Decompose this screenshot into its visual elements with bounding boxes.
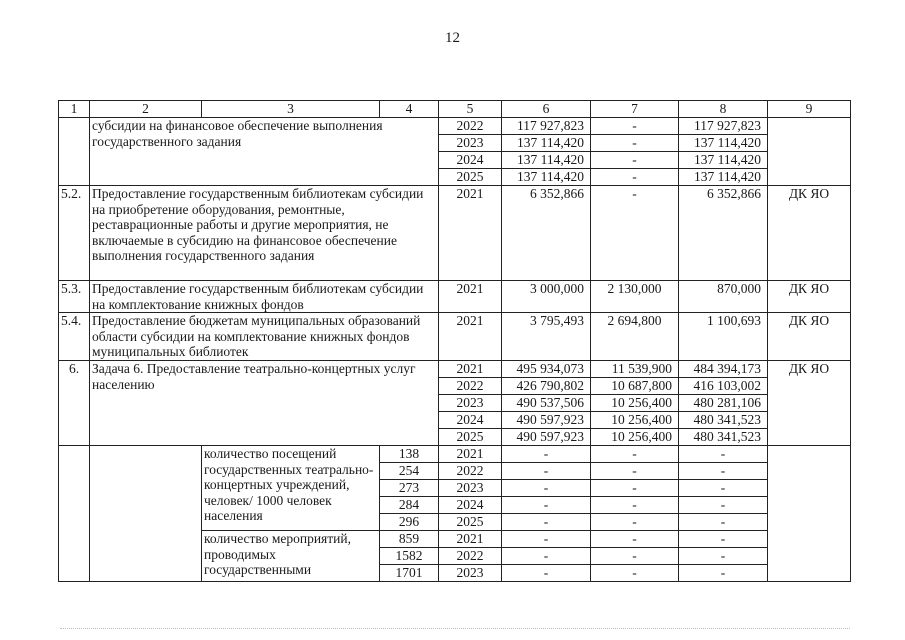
table-row — [59, 361, 851, 378]
year-cell: 2024 — [439, 412, 502, 429]
total-cell: 490 537,506 — [502, 395, 591, 412]
header-cell: 6 — [502, 101, 591, 118]
number-cell — [59, 446, 90, 582]
regional-cell: 137 114,420 — [679, 169, 768, 186]
number-cell — [59, 118, 90, 186]
year-cell: 2024 — [439, 152, 502, 169]
indicator-name-cell: количество посещений государственных театрально-концертных учреждений, человек/ 1000 человек населения — [202, 446, 380, 531]
indicator-value-cell: 1701 — [380, 565, 439, 582]
number-cell: 5.3. — [59, 281, 90, 313]
federal-cell: 2 130,000 — [591, 281, 679, 313]
table-row — [59, 313, 851, 361]
year-cell: 2022 — [439, 548, 502, 565]
regional-cell: - — [679, 497, 768, 514]
total-cell: 137 114,420 — [502, 152, 591, 169]
total-cell: - — [502, 446, 591, 463]
description-cell: Задача 6. Предоставление театрально-концертных услуг населению — [90, 361, 439, 446]
federal-cell: - — [591, 135, 679, 152]
executor-cell: ДК ЯО — [768, 313, 851, 361]
federal-cell: 2 694,800 — [591, 313, 679, 361]
header-cell: 9 — [768, 101, 851, 118]
year-cell: 2025 — [439, 169, 502, 186]
total-cell: 137 114,420 — [502, 135, 591, 152]
page-edge-divider — [60, 628, 850, 629]
federal-cell: - — [591, 152, 679, 169]
federal-cell: - — [591, 497, 679, 514]
year-cell: 2022 — [439, 378, 502, 395]
indicator-value-cell: 138 — [380, 446, 439, 463]
regional-cell: 416 103,002 — [679, 378, 768, 395]
regional-cell: 480 341,523 — [679, 412, 768, 429]
total-cell: - — [502, 463, 591, 480]
year-cell: 2021 — [439, 446, 502, 463]
total-cell: - — [502, 565, 591, 582]
regional-cell: 1 100,693 — [679, 313, 768, 361]
year-cell: 2021 — [439, 531, 502, 548]
total-cell: - — [502, 548, 591, 565]
federal-cell: - — [591, 118, 679, 135]
regional-cell: 480 341,523 — [679, 429, 768, 446]
executor-cell: ДК ЯО — [768, 186, 851, 281]
description-cell: субсидии на финансовое обеспечение выполнения государственного задания — [90, 118, 439, 186]
indicator-value-cell: 284 — [380, 497, 439, 514]
regional-cell: 137 114,420 — [679, 135, 768, 152]
header-cell: 2 — [90, 101, 202, 118]
header-cell: 3 — [202, 101, 380, 118]
header-cell: 4 — [380, 101, 439, 118]
executor-cell — [768, 118, 851, 186]
header-cell: 7 — [591, 101, 679, 118]
regional-cell: 870,000 — [679, 281, 768, 313]
year-cell: 2023 — [439, 135, 502, 152]
federal-cell: 10 687,800 — [591, 378, 679, 395]
regional-cell: 117 927,823 — [679, 118, 768, 135]
indicator-value-cell: 296 — [380, 514, 439, 531]
header-cell: 5 — [439, 101, 502, 118]
total-cell: 6 352,866 — [502, 186, 591, 281]
federal-cell: - — [591, 186, 679, 281]
header-cell: 1 — [59, 101, 90, 118]
federal-cell: - — [591, 548, 679, 565]
year-cell: 2022 — [439, 118, 502, 135]
indicator-value-cell: 273 — [380, 480, 439, 497]
year-cell: 2023 — [439, 480, 502, 497]
year-cell: 2021 — [439, 361, 502, 378]
regional-cell: 484 394,173 — [679, 361, 768, 378]
federal-cell: - — [591, 514, 679, 531]
total-cell: 490 597,923 — [502, 429, 591, 446]
indicator-value-cell: 1582 — [380, 548, 439, 565]
executor-cell — [768, 446, 851, 582]
column-number-row — [59, 101, 851, 118]
description-cell: Предоставление бюджетам муниципальных образований области субсидии на комплектование книжных фондов муниципальных библиотек — [90, 313, 439, 361]
federal-cell: - — [591, 531, 679, 548]
indicator-value-cell: 254 — [380, 463, 439, 480]
total-cell: - — [502, 531, 591, 548]
executor-cell: ДК ЯО — [768, 281, 851, 313]
federal-cell: - — [591, 169, 679, 186]
federal-cell: - — [591, 480, 679, 497]
total-cell: 3 000,000 — [502, 281, 591, 313]
year-cell: 2021 — [439, 281, 502, 313]
total-cell: - — [502, 480, 591, 497]
table-row — [59, 281, 851, 313]
regional-cell: 480 281,106 — [679, 395, 768, 412]
table-row — [59, 186, 851, 281]
indicator-row — [59, 446, 851, 463]
total-cell: 3 795,493 — [502, 313, 591, 361]
year-cell: 2025 — [439, 514, 502, 531]
total-cell: - — [502, 514, 591, 531]
federal-cell: 11 539,900 — [591, 361, 679, 378]
total-cell: - — [502, 497, 591, 514]
indicator-value-cell: 859 — [380, 531, 439, 548]
regional-cell: - — [679, 565, 768, 582]
page-number: 12 — [445, 30, 460, 46]
year-cell: 2021 — [439, 186, 502, 281]
total-cell: 137 114,420 — [502, 169, 591, 186]
year-cell: 2025 — [439, 429, 502, 446]
total-cell: 426 790,802 — [502, 378, 591, 395]
federal-cell: - — [591, 463, 679, 480]
regional-cell: - — [679, 514, 768, 531]
federal-cell: - — [591, 446, 679, 463]
year-cell: 2024 — [439, 497, 502, 514]
regional-cell: - — [679, 480, 768, 497]
federal-cell: - — [591, 565, 679, 582]
total-cell: 117 927,823 — [502, 118, 591, 135]
year-cell: 2022 — [439, 463, 502, 480]
federal-cell: 10 256,400 — [591, 429, 679, 446]
blank-cell — [90, 446, 202, 582]
executor-cell: ДК ЯО — [768, 361, 851, 446]
regional-cell: - — [679, 463, 768, 480]
regional-cell: - — [679, 446, 768, 463]
description-cell: Предоставление государственным библиотекам субсидии на приобретение оборудования, ремонтные, реставрационные работы и другие мероприятия, не включаемые в субсидию на финансовое обеспечение выполнения государственного задания — [90, 186, 439, 281]
year-cell: 2023 — [439, 565, 502, 582]
indicator-name-cell: количество мероприятий, проводимых государственными — [202, 531, 380, 582]
year-cell: 2021 — [439, 313, 502, 361]
number-cell: 6. — [59, 361, 90, 446]
header-cell: 8 — [679, 101, 768, 118]
budget-table — [58, 100, 851, 582]
number-cell: 5.4. — [59, 313, 90, 361]
year-cell: 2023 — [439, 395, 502, 412]
table-row — [59, 118, 851, 135]
total-cell: 490 597,923 — [502, 412, 591, 429]
number-cell: 5.2. — [59, 186, 90, 281]
regional-cell: 6 352,866 — [679, 186, 768, 281]
regional-cell: - — [679, 548, 768, 565]
total-cell: 495 934,073 — [502, 361, 591, 378]
description-cell: Предоставление государственным библиотекам субсидии на комплектование книжных фондов — [90, 281, 439, 313]
regional-cell: - — [679, 531, 768, 548]
regional-cell: 137 114,420 — [679, 152, 768, 169]
federal-cell: 10 256,400 — [591, 395, 679, 412]
federal-cell: 10 256,400 — [591, 412, 679, 429]
